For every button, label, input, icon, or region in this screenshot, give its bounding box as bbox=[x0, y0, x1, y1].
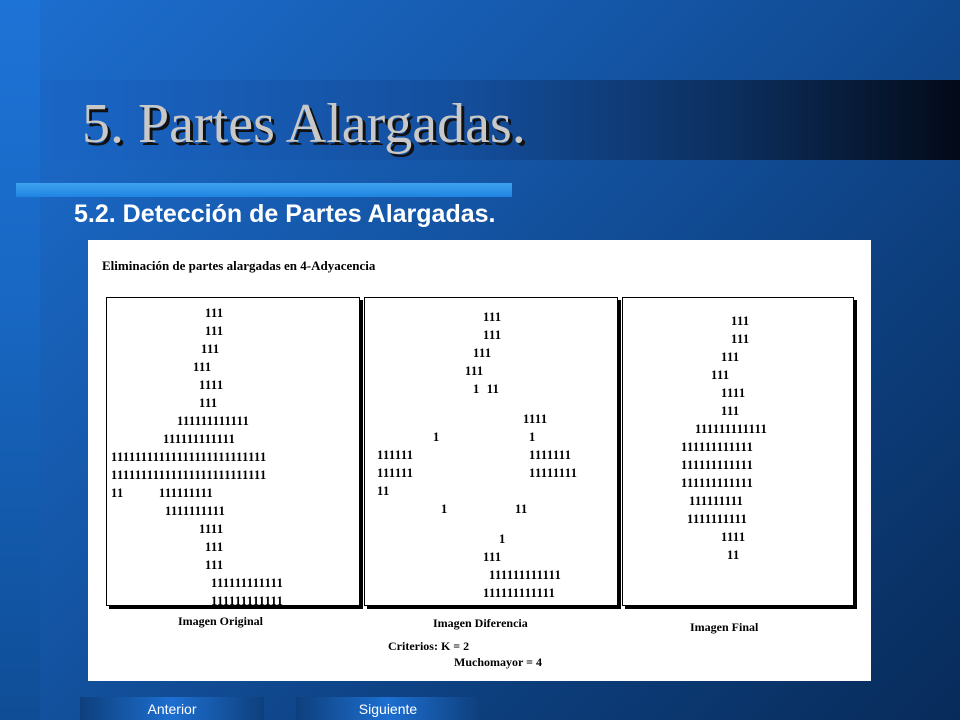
binary-row: 1111 bbox=[721, 530, 746, 544]
binary-row: 111 bbox=[721, 404, 740, 418]
figure-image bbox=[88, 240, 871, 681]
binary-row: 111 bbox=[721, 350, 740, 364]
binary-row: 111111111111 bbox=[681, 476, 754, 490]
slide-subtitle: 5.2. Detección de Partes Alargadas. bbox=[74, 200, 496, 228]
binary-row: 111111111111 bbox=[695, 422, 768, 436]
binary-row: 111 bbox=[473, 346, 492, 360]
binary-row: 1111111 bbox=[529, 448, 572, 462]
binary-row: 111 bbox=[483, 310, 502, 324]
binary-row: 1111 bbox=[199, 378, 224, 392]
previous-button[interactable]: Anterior bbox=[80, 697, 264, 720]
binary-row: 111 bbox=[731, 332, 750, 346]
binary-row: 111111111111 bbox=[681, 458, 754, 472]
binary-row: 111 bbox=[205, 306, 224, 320]
caption-difference: Imagen Diferencia bbox=[433, 616, 528, 630]
binary-row: 111 bbox=[201, 342, 220, 356]
binary-row: 111111111 bbox=[689, 494, 744, 508]
binary-row: 111111111111 bbox=[483, 586, 556, 600]
binary-row: 11111111111111111111111111 bbox=[111, 468, 267, 482]
binary-row: 11 bbox=[377, 484, 390, 498]
binary-row: 111 bbox=[465, 364, 484, 378]
binary-row: 1111 bbox=[199, 522, 224, 536]
binary-row: 111 bbox=[205, 324, 224, 338]
binary-row: 111 bbox=[483, 550, 502, 564]
caption-final: Imagen Final bbox=[690, 620, 759, 634]
next-button[interactable]: Siguiente bbox=[296, 697, 480, 720]
binary-row: 111111111111 bbox=[489, 568, 562, 582]
binary-row: 11111111 bbox=[529, 466, 578, 480]
binary-row: 111111111111 bbox=[681, 440, 754, 454]
binary-row: 1 bbox=[441, 502, 448, 516]
binary-row: 111111 bbox=[377, 466, 414, 480]
panel-difference bbox=[364, 297, 618, 606]
binary-row: 1 bbox=[529, 430, 536, 444]
binary-row: 111 bbox=[199, 396, 218, 410]
binary-row: 111111111111 bbox=[211, 594, 284, 608]
binary-row: 1111 bbox=[721, 386, 746, 400]
figure-heading: Eliminación de partes alargadas en 4-Adyacencia bbox=[102, 258, 376, 273]
accent-bar bbox=[16, 183, 512, 197]
binary-row: 111111111111 bbox=[163, 432, 236, 446]
binary-row: 11 bbox=[515, 502, 528, 516]
binary-row: 11111111111111111111111111 bbox=[111, 450, 267, 464]
binary-row: 111 bbox=[205, 558, 224, 572]
binary-row: 111111111111 bbox=[211, 576, 284, 590]
binary-row: 111 bbox=[205, 540, 224, 554]
binary-row: 1111 bbox=[523, 412, 548, 426]
binary-row: 1 bbox=[433, 430, 440, 444]
binary-row: 1 11 bbox=[473, 382, 500, 396]
criteria-line-2: Muchomayor = 4 bbox=[454, 655, 542, 669]
binary-row: 111111111111 bbox=[177, 414, 250, 428]
left-decorative-stripe bbox=[0, 0, 40, 720]
binary-row: 111111 bbox=[377, 448, 414, 462]
slide-title: 5. Partes Alargadas. bbox=[82, 93, 526, 155]
binary-row: 1111111111 bbox=[687, 512, 748, 526]
binary-row: 11 bbox=[727, 548, 740, 562]
binary-row: 111 bbox=[711, 368, 730, 382]
binary-row: 11 111111111 bbox=[111, 486, 214, 500]
binary-row: 1111111111 bbox=[165, 504, 226, 518]
panel-original bbox=[106, 297, 360, 606]
binary-row: 111 bbox=[731, 314, 750, 328]
binary-row: 111 bbox=[193, 360, 212, 374]
criteria-line-1: Criterios: K = 2 bbox=[388, 639, 470, 653]
binary-row: 1 bbox=[499, 532, 506, 546]
caption-original: Imagen Original bbox=[178, 614, 264, 628]
binary-row: 111 bbox=[483, 328, 502, 342]
panel-final bbox=[622, 297, 854, 606]
